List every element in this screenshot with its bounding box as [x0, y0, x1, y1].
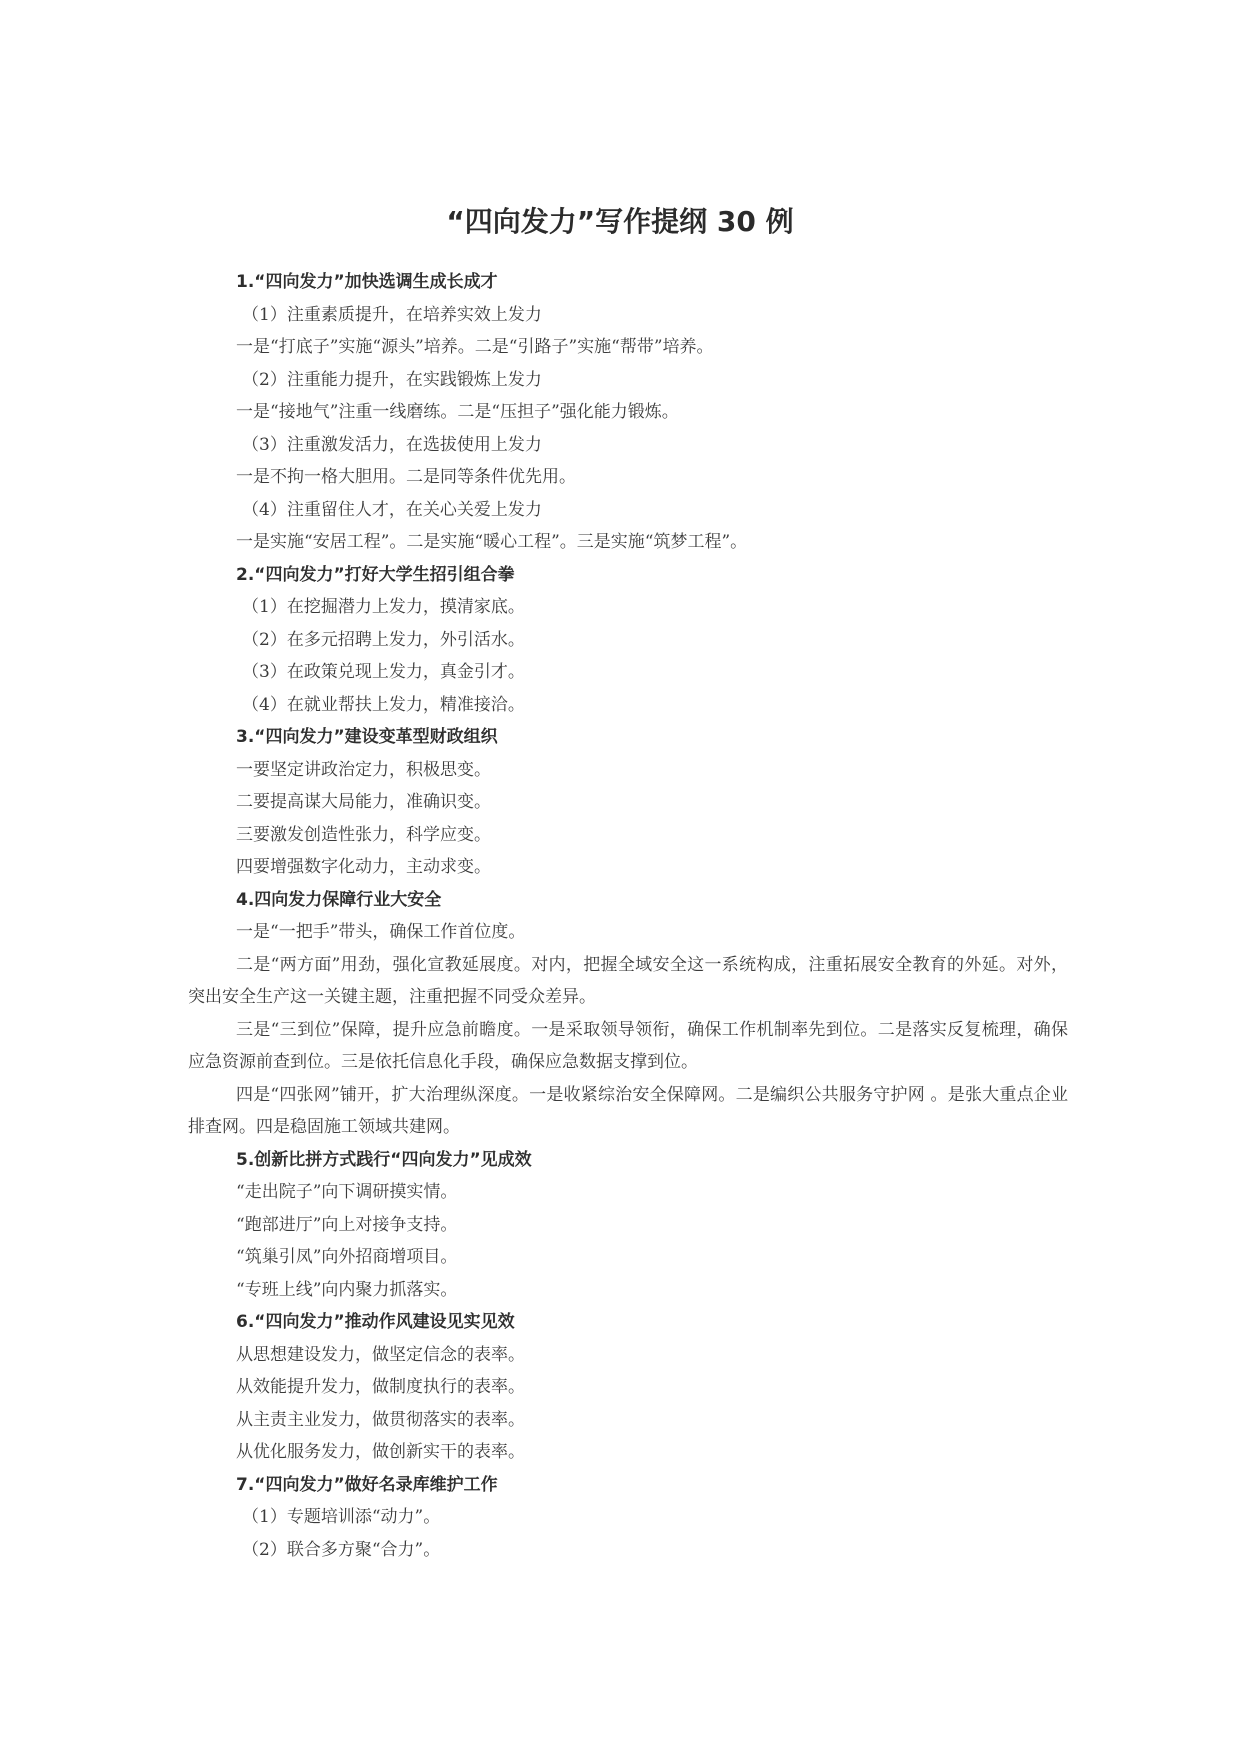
outline-item: 一是“打底子”实施“源头”培养。二是“引路子”实施“帮带”培养。: [236, 337, 714, 357]
outline-item: 一是“接地气”注重一线磨练。二是“压担子”强化能力锻炼。: [236, 402, 679, 422]
section-heading: 5.创新比拼方式践行“四向发力”见成效: [236, 1149, 532, 1170]
document-body: [188, 266, 1068, 1566]
numbered-point: （1）专题培训添“动力”。: [242, 1507, 441, 1527]
outline-item: 一是“一把手”带头，确保工作首位度。: [236, 922, 526, 942]
section-heading: 4.四向发力保障行业大安全: [236, 889, 442, 910]
outline-item: “筑巢引凤”向外招商增项目。: [236, 1247, 458, 1267]
section-heading: 2.“四向发力”打好大学生招引组合拳: [236, 564, 515, 585]
outline-item: “专班上线”向内聚力抓落实。: [236, 1279, 458, 1300]
outline-item: 三要激发创造性张力，科学应变。: [236, 824, 491, 845]
numbered-point: （3）注重激发活力，在选拔使用上发力: [242, 434, 542, 455]
outline-item: 二要提高谋大局能力，准确识变。: [236, 792, 491, 812]
outline-item: 从优化服务发力，做创新实干的表率。: [236, 1442, 525, 1462]
numbered-point: （3）在政策兑现上发力，真金引才。: [242, 662, 525, 682]
numbered-point: （1）注重素质提升，在培养实效上发力: [242, 304, 542, 325]
section-heading: 1.“四向发力”加快选调生成长成才: [236, 272, 498, 292]
numbered-point: （2）在多元招聘上发力，外引活水。: [242, 629, 525, 650]
section-heading: 6.“四向发力”推动作风建设见实见效: [236, 1312, 515, 1332]
outline-item: 一是实施“安居工程”。二是实施“暖心工程”。三是实施“筑梦工程”。: [236, 532, 748, 552]
paragraph: 四是“四张网”铺开，扩大治理纵深度。一是收紧综治安全保障网。二是编织公共服务守护网 。是张大重点企业排查网。四是稳固施工领域共建网。: [188, 1084, 1068, 1137]
paragraph: 三是“三到位”保障，提升应急前瞻度。一是采取领导领衔，确保工作机制率先到位。二是落实反复梳理，确保应急资源前查到位。三是依托信息化手段，确保应急数据支撑到位。: [188, 1019, 1068, 1072]
outline-item: 从主责主业发力，做贯彻落实的表率。: [236, 1409, 525, 1430]
numbered-point: （1）在挖掘潜力上发力，摸清家底。: [242, 597, 525, 617]
numbered-point: （4）在就业帮扶上发力，精准接洽。: [242, 694, 525, 715]
numbered-point: （2）联合多方聚“合力”。: [242, 1539, 441, 1560]
numbered-point: （2）注重能力提升，在实践锻炼上发力: [242, 369, 542, 390]
numbered-point: （4）注重留住人才，在关心关爱上发力: [242, 499, 542, 520]
section-heading: 7.“四向发力”做好名录库维护工作: [236, 1474, 498, 1495]
section-heading: 3.“四向发力”建设变革型财政组织: [236, 727, 498, 747]
outline-item: 从效能提升发力，做制度执行的表率。: [236, 1377, 525, 1397]
document-title: “四向发力”写作提纲 30 例: [446, 205, 794, 238]
outline-item: 从思想建设发力，做坚定信念的表率。: [236, 1344, 525, 1365]
paragraph: 二是“两方面”用劲，强化宣教延展度。对内，把握全域安全这一系统构成，注重拓展安全教育的外延。对外，突出安全生产这一关键主题，注重把握不同受众差异。: [188, 954, 1068, 1007]
outline-item: 一是不拘一格大胆用。二是同等条件优先用。: [236, 467, 576, 487]
outline-item: “跑部进厅”向上对接争支持。: [236, 1214, 458, 1235]
outline-item: “走出院子”向下调研摸实情。: [236, 1182, 458, 1202]
outline-item: 一要坚定讲政治定力，积极思变。: [236, 759, 491, 780]
outline-item: 四要增强数字化动力，主动求变。: [236, 857, 491, 877]
